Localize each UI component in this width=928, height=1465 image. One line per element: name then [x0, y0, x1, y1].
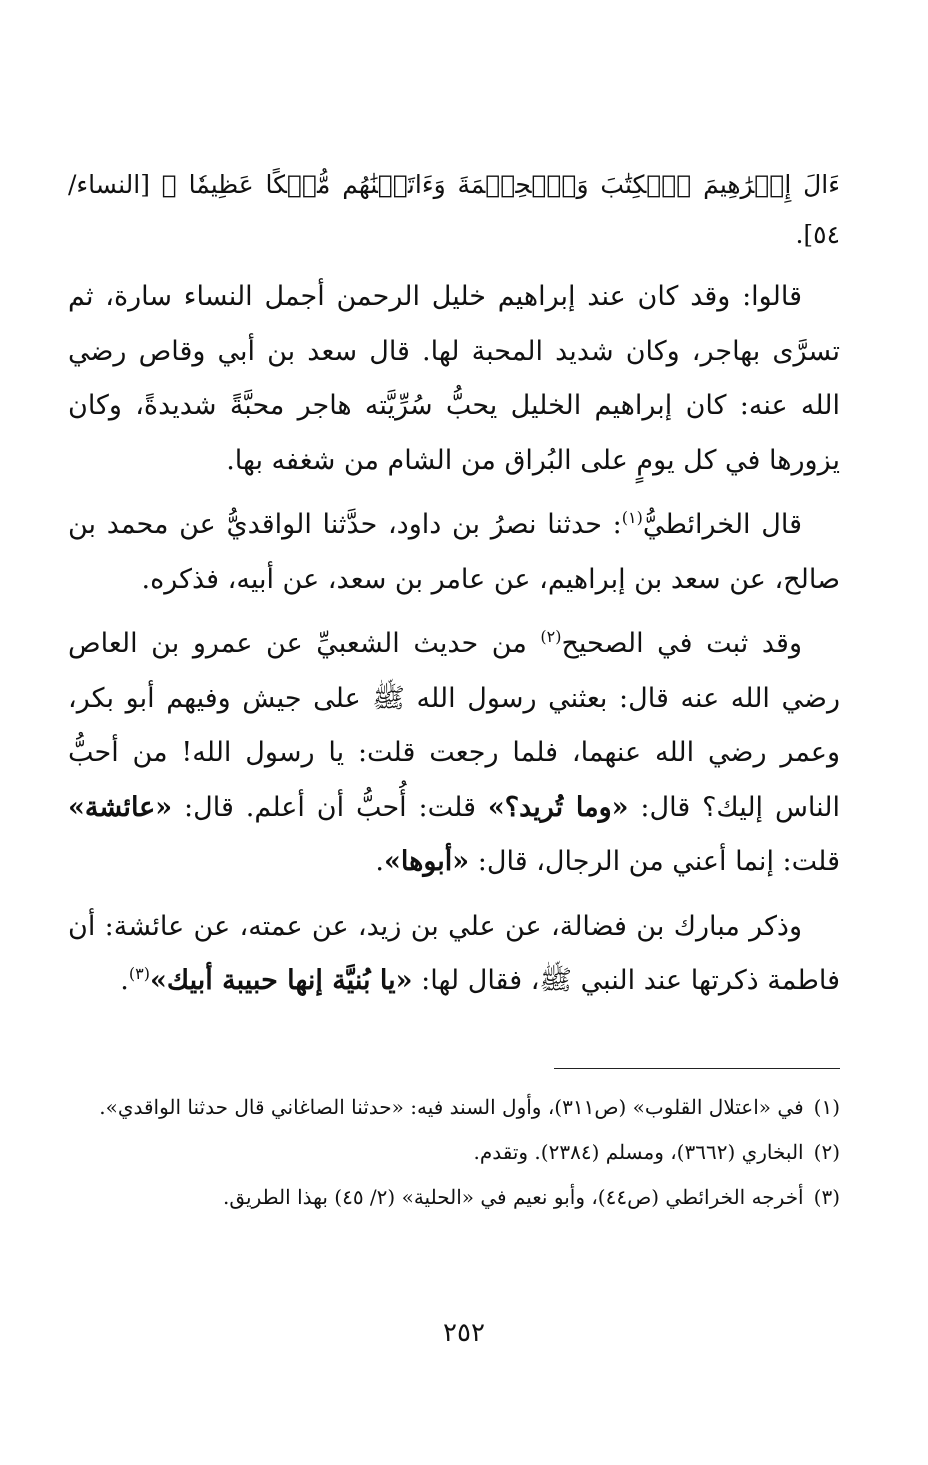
footnote-text: في «اعتلال القلوب» (ص٣١١)، وأول السند فيه: «حدثنا الصاغاني قال حدثنا الواقدي». [99, 1095, 804, 1119]
hadith-quote-3: «أبوها» [384, 846, 470, 877]
footnote-number: (٣) [813, 1185, 840, 1209]
page-number: ٢٥٢ [443, 1318, 485, 1348]
main-text [68, 160, 840, 1019]
paragraph-3-part-a: وقد ثبت في الصحيح [561, 628, 802, 659]
paragraph-4-end: . [120, 965, 129, 996]
hadith-quote-1: «وما تُريد؟» [487, 791, 629, 823]
paragraph-3 [68, 617, 840, 890]
footnote-1 [68, 1090, 840, 1125]
footnote-3 [68, 1180, 840, 1215]
paragraph-2-part-b: : حدثنا نصرُ بن داود، حدَّثنا الواقديُّ عن محمد بن صالح، عن سعد بن إبراهيم، عن عامر بن سعد، عن أبيه، فذكره. [68, 509, 840, 595]
footnote-text: أخرجه الخرائطي (ص٤٤)، وأبو نعيم في «الحلية» (٢/ ٤٥) بهذا الطريق. [223, 1185, 804, 1209]
footnotes [68, 1090, 840, 1225]
paragraph-4 [68, 900, 840, 1009]
paragraph-3-part-b: من حديث الشعبيِّ عن عمرو بن العاص رضي الله عنه قال: بعثني رسول الله ﷺ على جيش وفيهم أبو بكر، وعمر رضي الله عنهما، فلما رجعت قلت: يا رسول الله! من أحبُّ الناس إليك؟ قال: [68, 628, 841, 823]
footnote-2 [68, 1135, 840, 1170]
paragraph-3-part-c: قلت: أُحبُّ أن أعلم. قال: [172, 791, 488, 823]
footnote-divider [554, 1068, 840, 1069]
footnote-ref-1[interactable]: (١) [621, 508, 643, 527]
quran-verse-line: ءَالَ إِبۡرَٰهِيمَ ٱلۡكِتَٰبَ وَٱلۡحِكۡمَةَ وَءَاتَيۡنَٰهُم مُّلۡكًا عَظِيمٗا ﴾ [النساء/ ٥٤]. [68, 170, 840, 249]
paragraph-2-part-a: قال الخرائطيُّ [642, 509, 802, 540]
paragraph-2 [68, 498, 840, 607]
hadith-quote-2: «عائشة» [68, 791, 173, 823]
footnote-text: البخاري (٣٦٦٢)، ومسلم (٢٣٨٤). وتقدم. [473, 1140, 804, 1164]
footnote-number: (١) [813, 1095, 840, 1119]
paragraph-3-part-e: . [375, 846, 384, 877]
footnote-number: (٢) [813, 1140, 840, 1164]
hadith-quote-4: «يا بُنيَّة إنها حبيبة أبيك» [149, 965, 413, 996]
footnote-ref-3[interactable]: (٣) [128, 964, 150, 983]
paragraph-4-part-a: وذكر مبارك بن فضالة، عن علي بن زيد، عن عمته، عن عائشة: أن فاطمة ذكرتها عند النبي ﷺ، فقال لها: [68, 910, 840, 996]
paragraph-1: قالوا: وقد كان عند إبراهيم خليل الرحمن أجمل النساء سارة، ثم تسرَّى بهاجر، وكان شديد المحبة لها. قال سعد بن أبي وقاص رضي الله عنه: كان إبراهيم الخليل يحبُّ سُرِّيَّته هاجر محبَّةً شديدةً، وكان يزورها في كل يومٍ على البُراق من الشام من شغفه بها. [68, 281, 840, 476]
footnote-ref-2[interactable]: (٢) [540, 627, 562, 646]
paragraph-3-part-d: قلت: إنما أعني من الرجال، قال: [469, 846, 840, 877]
